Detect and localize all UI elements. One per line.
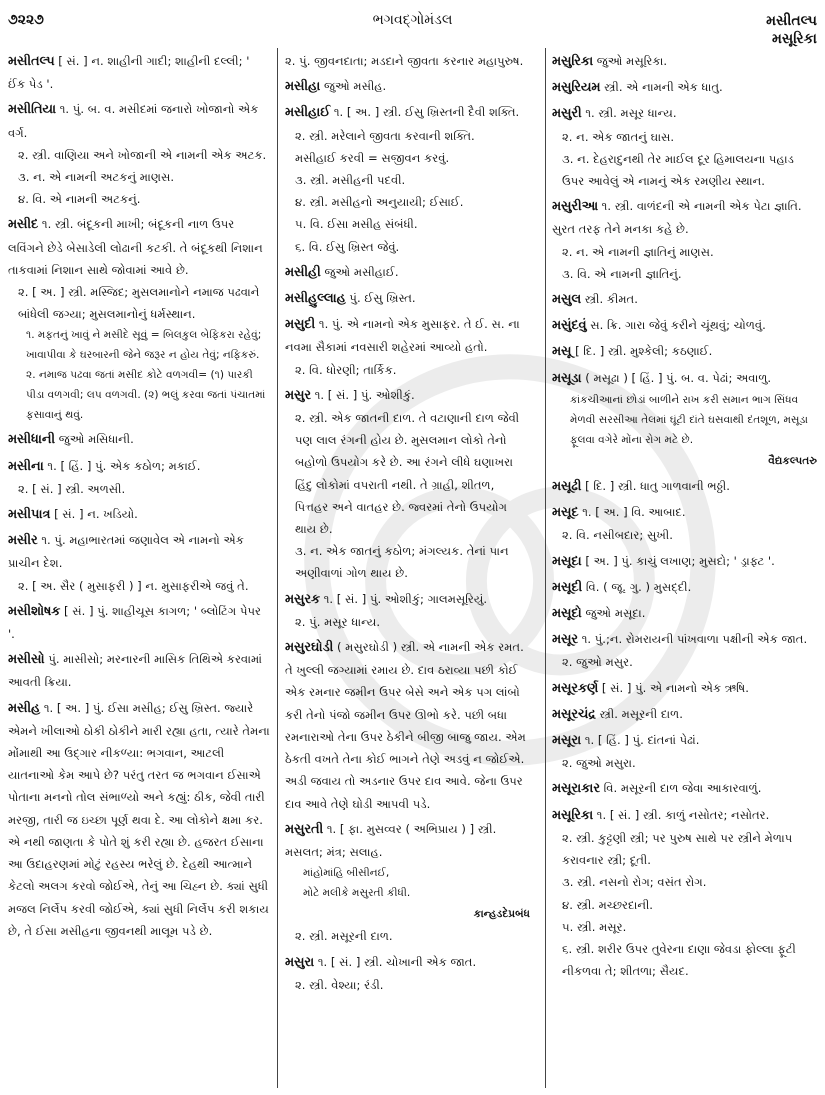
- page-number: ૭૨૨૭: [8, 12, 44, 28]
- definition-text: ૧. [ હિં. ] પું. એક કઠોળ; મકાઈ.: [47, 458, 201, 473]
- dictionary-entry: [285, 951, 530, 996]
- dictionary-entry: [285, 50, 530, 72]
- dictionary-entry: [285, 75, 530, 98]
- entry-definition: [552, 777, 817, 800]
- headword: મસુરતી: [285, 821, 324, 837]
- quote-source: કાન્હડદેપ્રબંધ: [473, 908, 530, 921]
- entry-definition: [552, 475, 817, 498]
- entry-definition: [552, 628, 817, 651]
- dictionary-entry: [285, 261, 530, 284]
- definition-text: ૪. વિ. એ નામની અટકનું.: [18, 192, 141, 207]
- usage-quote: ૧. મફતનું ખાવું ને મસીદે સૂવું = બિલકુલ બેફિકરા રહેવું; ખાવાપીવા કે ઘરબારની જેને જરૂર ન હોય તેવું; નફિકરું.: [26, 329, 262, 362]
- headword: મસુંદવું: [552, 318, 587, 334]
- entry-definition: [8, 503, 270, 526]
- headword: મસૂઢી: [552, 479, 582, 495]
- entry-definition: [552, 102, 817, 125]
- definition-text: ૨. ન. એક જાતનું ઘાસ.: [562, 129, 675, 144]
- definition-text: ૪. સ્ત્રી. મચ્છરદાની.: [562, 897, 653, 912]
- usage-quote: મોટે મલીકે મસુરતી કીધી.: [303, 887, 411, 900]
- dictionary-entry: [285, 588, 530, 633]
- entry-definition: [8, 50, 270, 95]
- usage-quote: માંહોમાંહિ બીસીનઈ,: [303, 867, 390, 880]
- definition-text: સ. ક્રિ. ગારા જેવું કરીને ચૂંથવું; ચોળવું.: [590, 318, 766, 333]
- definition-text: [ અ. ] પું. કાચું લખાણ; મુસદો; ' ડ્રાફ્ટ '.: [585, 553, 775, 568]
- entry-definition: [552, 288, 817, 311]
- definition-text: ૨. સ્ત્રી. વેશ્યા; રંડી.: [295, 977, 384, 992]
- definition-text: જુઓ મસિધાની.: [58, 432, 134, 447]
- dictionary-entry: [552, 576, 817, 599]
- column-divider: [277, 48, 278, 1088]
- dictionary-entry: [8, 648, 270, 693]
- definition-text: વિ. મસૂરની દાળ જેવા આકારવાળું.: [603, 781, 762, 796]
- definition-text: ૬. વિ. ઈસુ ખ્રિસ્ત જેવું.: [295, 239, 400, 254]
- entry-definition: [285, 384, 530, 407]
- definition-text: ૨. પું. મસૂર ધાન્ય.: [295, 614, 381, 629]
- entry-sense: [285, 974, 530, 996]
- entry-definition: [552, 804, 817, 827]
- definition-text: ૩. ન. એક જાતનું કઠોળ; મંગલ્યક. તેનાં પાન અણીવાળાં ગોળ થાય છે.: [295, 544, 509, 581]
- definition-text: ૩. ન. દેહરાદુનથી તેર માઈલ દૂર હિમાલયના પહાડ ઉપર આવેલું એ નામનું એક રમણીય સ્થાન.: [562, 151, 794, 189]
- entry-sense: [552, 894, 817, 916]
- headword: મસીહાઈ: [285, 105, 331, 121]
- definition-text: ૧. પું. મહાભારતમાં જણાવેલ એ નામનો એક પ્રાચીન દેશ.: [8, 533, 244, 571]
- dictionary-entry: [552, 550, 817, 573]
- headword: મસીર: [8, 533, 38, 549]
- dictionary-entry: [285, 313, 530, 381]
- definition-text: ( મસૂઢા ) [ હિં. ] પું. બ. વ. પેઢાં; અવાળુ.: [585, 370, 772, 385]
- definition-text: જુઓ મસીહ.: [323, 79, 387, 94]
- headword: મસુરિયમ: [552, 80, 601, 96]
- definition-text: ૩. સ્ત્રી. નસનો રોગ; વસંત રોગ.: [562, 875, 707, 890]
- headword: મસૂદા: [552, 553, 582, 569]
- definition-text: ૧. પું. બ. વ. મસીદમાં જનારો ખોજાનો એક વર્ગ.: [8, 102, 259, 140]
- dictionary-entry: [552, 367, 817, 472]
- entry-sense: [552, 651, 817, 673]
- column-divider: [545, 48, 546, 1088]
- quote-source: વૈદ્યકલ્પતરુ: [768, 454, 817, 467]
- headword: મસીહુલ્લાહ: [285, 291, 346, 307]
- entry-sense: [285, 213, 530, 235]
- definition-text: ૧. [ ફા. મુસવ્વર ( અભિપ્રાય ) ] સ્ત્રી. મસલત; મંત્ર; સલાહ.: [285, 821, 497, 859]
- headword: મસુરા: [285, 954, 315, 970]
- column-2: [285, 50, 530, 999]
- definition-text: ૧. [ સં. ] પું. ઓશીકું.: [314, 387, 415, 402]
- definition-text: ૧. [ સં. ] સ્ત્રી. કાળું નસોતર; નસોતર.: [596, 807, 770, 822]
- entry-definition: [8, 98, 270, 143]
- definition-text: [ સં. ] ન. શાહીની ગાદી; શાહીની દલ્લી; ' ઈંક પેડ '.: [8, 54, 250, 92]
- entry-definition: [552, 340, 817, 363]
- headword: મસીસો: [8, 652, 45, 668]
- entry-sense: [285, 236, 530, 258]
- entry-definition: [552, 367, 817, 390]
- definition-text: પું. ઈસુ ખ્રિસ્ત.: [349, 291, 416, 306]
- dictionary-entry: [552, 76, 817, 99]
- definition-text: જુઓ મસૂરિકા.: [596, 54, 668, 68]
- definition-text: ૧. સ્ત્રી. બંદૂકની માખી; બંદૂકની નાળ ઉપર લવિંગને છેડે બેસાડેલી લોઢાની કટકી. તે બંદૂકથી નિશાન તાકવામાં નિશાન સાથે જોવામાં આવે છે.: [8, 217, 263, 277]
- entry-definition: [285, 951, 530, 974]
- headword: મસીશોષક: [8, 603, 61, 619]
- entry-definition: [552, 314, 817, 337]
- headword: મસૂરા: [552, 733, 582, 749]
- entry-definition: [8, 428, 270, 451]
- headword: મસૂ: [552, 344, 572, 360]
- definition-text: મસીહાઈ કરવી = સજીવન કરવું.: [295, 150, 450, 165]
- entry-sense: [552, 263, 817, 285]
- entry-sense: [285, 407, 530, 540]
- headword: મસુદી: [285, 317, 316, 333]
- definition-text: ૩. વિ. એ નામની જ્ઞાતિનું.: [562, 266, 682, 281]
- headword: મસીપાત્ર: [8, 507, 51, 523]
- definition-text: ૧. [ અ. ] સ્ત્રી. ઈસુ ખ્રિસ્તની દૈવી શક્તિ.: [333, 105, 520, 120]
- entry-definition: [552, 195, 817, 240]
- definition-text: ૨. વિ. નસીબદાર; સુખી.: [562, 528, 673, 543]
- headword: મસીહા: [285, 79, 321, 95]
- entry-sense: [285, 147, 530, 169]
- dictionary-entry: [285, 636, 530, 815]
- headword: મસીહી: [285, 264, 321, 280]
- entry-definition: [285, 75, 530, 98]
- entry-sense: [8, 575, 270, 597]
- entry-definition: [552, 602, 817, 625]
- entry-sense: [552, 938, 817, 982]
- definition-text: [ દિ. ] સ્ત્રી. મુશ્કેલી; કઠણાઈ.: [575, 344, 713, 359]
- headword: મસૂડા: [552, 370, 582, 386]
- definition-text: સ્ત્રી. કીમત.: [584, 292, 638, 307]
- headword: મસીહ: [8, 700, 41, 716]
- definition-text: ૨. [ સં. ] સ્ત્રી. અળસી.: [18, 481, 126, 496]
- definition-text: ૫. સ્ત્રી. મસૂર.: [562, 919, 627, 934]
- entry-sense: [285, 540, 530, 584]
- definition-text: ૧. [ સં. ] પું. ઓશીકું; ગાલમસૂરિયું.: [323, 591, 488, 606]
- dictionary-entry: [552, 602, 817, 625]
- entry-definition: [285, 50, 530, 72]
- dictionary-entry: [552, 804, 817, 983]
- headword: મસુરઘોડી: [285, 640, 334, 656]
- usage-quote: કાંકચીઆનાં છોડાં બાળીને રાખ કરી સમાન ભાગ સિંધવ મેળવી સરસીઆ તેલમાં ઘૂંટી દાંતે ઘસવાથી દંતશૂળ, મસૂડા ફૂલવા વગેરે મોંના રોગ મટે છે.: [570, 393, 808, 446]
- definition-text: ૨. વિ. ધોરણી; તાર્કિક.: [295, 362, 397, 377]
- dictionary-entry: [8, 503, 270, 526]
- dictionary-entry: [285, 384, 530, 585]
- definition-text: ૨. સ્ત્રી. મરેલાને જીવતા કરવાની શક્તિ.: [295, 128, 475, 143]
- entry-sense: [552, 241, 817, 263]
- entry-definition: [552, 703, 817, 726]
- entry-sense: [8, 281, 270, 325]
- entry-definition: [552, 550, 817, 573]
- headword: મસૂદો: [552, 606, 582, 622]
- headword: મસુરિકા: [552, 54, 594, 69]
- dictionary-entry: [8, 600, 270, 645]
- definition-text: ૩. ન. એ નામની અટકનું માણસ.: [18, 170, 175, 185]
- dictionary-entry: [8, 697, 270, 942]
- entry-definition: [8, 600, 270, 645]
- definition-text: ૧. [ અ. ] પું. ઈસા મસીહ; ઈસુ ખ્રિસ્ત. જ્યારે એમને ખીલાઓ ઠોકી ઠોકીને મારી રહ્યા હતા, ત્યારે તેમના મોંમાથી આ ઉદ્‌ગાર નીકળ્યા: ભગવાન, આટલી યાતનાઓ કેમ આપે છે? પરંતુ તરત જ ભગવાન ઈસાએ પોતાના મનનો તોલ સંભાળ્યો અને કહ્યું: ઠીક, જેવી તારી મરજી, તારી જ ઇચ્છા પૂર્ણ થવા દે. આ લોકોને ક્ષમા કર. એ નથી જાણતા કે પોતે શું કરી રહ્યા છે. હજરત ઈસાના આ ઉદાહરણમાં મોટું રહસ્ય ભરેલું છે. દેહથી આત્માને કેટલો અલગ કરવો જોઈએ, તેનું આ ચિહ્ન છે. ક્યાં સુધી મજલ નિર્લેપ કરવી જોઈએ, ક્યાં સુધી નિર્લેપ કરી શકાય છે, તે ઈસા મસીહના જીવનથી માલૂમ પડે છે.: [8, 700, 270, 938]
- column-3: [552, 50, 817, 985]
- headword: મસીતિયા: [8, 102, 57, 118]
- definition-text: પું. માસીસો; મરનારની માસિક તિથિએ કરવામાં આવતી ક્રિયા.: [8, 652, 263, 690]
- definition-text: ૩. સ્ત્રી. મસીહની પદવી.: [295, 173, 406, 188]
- dictionary-entry: [552, 729, 817, 774]
- definition-text: [ સં. ] ન. ખડિયો.: [54, 507, 138, 522]
- running-title: ભગવદ્ગોમંડલ: [372, 12, 453, 28]
- definition-text: ૧. [ સં. ] સ્ત્રી. ચોખાની એક જાત.: [317, 954, 477, 969]
- definition-text: ૧. [ હિં. ] પું. દાંતનાં પેઢાં.: [584, 733, 700, 748]
- entry-definition: [285, 588, 530, 611]
- headword: મસુરક: [285, 591, 321, 607]
- dictionary-entry: [552, 777, 817, 800]
- dictionary-entry: [8, 455, 270, 500]
- entry-definition: [552, 677, 817, 700]
- definition-text: ૨. પું. જીવનદાતા; મડદાને જીવતા કરનાર મહાપુરુષ.: [285, 54, 524, 68]
- entry-sense: [552, 148, 817, 192]
- dictionary-entry: [552, 677, 817, 700]
- definition-text: ૨. ન. એ નામની જ્ઞાતિનું માણસ.: [562, 244, 714, 259]
- definition-text: જુઓ મસૂદા.: [585, 606, 646, 621]
- entry-sense: [285, 169, 530, 191]
- definition-text: ૧. પું.;ન. રોમરાયની પાંખવાળા પક્ષીની એક જાત.: [581, 632, 808, 647]
- headword: મસીના: [8, 458, 44, 474]
- dictionary-entry: [285, 287, 530, 310]
- dictionary-entry: [552, 314, 817, 337]
- dictionary-entry: [552, 102, 817, 192]
- definition-text: ૧. [ અ. ] વિ. આબાદ.: [582, 505, 686, 520]
- entry-definition: [552, 50, 817, 73]
- dictionary-entry: [552, 703, 817, 726]
- dictionary-entry: [552, 50, 817, 73]
- entry-definition: [285, 636, 530, 815]
- dictionary-entry: [552, 475, 817, 498]
- definition-text: ૨. [ અ. સૈર ( મુસાફરી ) ] ન. મુસાફરીએ જવું તે.: [18, 578, 249, 593]
- entry-definition: [552, 76, 817, 99]
- dictionary-entry: [8, 98, 270, 210]
- dictionary-entry: [285, 101, 530, 257]
- entry-definition: [8, 529, 270, 574]
- entry-sense: [285, 191, 530, 213]
- dictionary-entry: [552, 628, 817, 673]
- definition-text: જુઓ મસીહાઈ.: [324, 264, 399, 279]
- headword: મસુલ: [552, 292, 582, 308]
- entry-definition: [285, 313, 530, 358]
- entry-definition: [285, 287, 530, 310]
- definition-text: સ્ત્રી. મસૂરની દાળ.: [599, 706, 683, 721]
- definition-text: ૧. સ્ત્રી. મસૂર ધાન્ય.: [585, 106, 677, 121]
- definition-text: [ દિ. ] સ્ત્રી. ધાતુ ગાળવાની ભઠ્ઠી.: [585, 479, 730, 494]
- definition-text: ૨. સ્ત્રી. વાણિયા અને ખોજાની એ નામની એક અટક.: [18, 147, 267, 162]
- entry-definition: [285, 261, 530, 284]
- entry-sense: [552, 871, 817, 893]
- entry-definition: [285, 818, 530, 863]
- dictionary-entry: [552, 501, 817, 546]
- entry-sense: [552, 126, 817, 148]
- entry-sense: ૨. સ્ત્રી. મસૂરની દાળ.: [295, 929, 393, 944]
- dictionary-entry: [8, 213, 270, 425]
- headword: મસુર: [285, 387, 312, 403]
- guide-words: [766, 12, 817, 48]
- headword: મસૂરાકાર: [552, 781, 600, 797]
- dictionary-entry: [552, 340, 817, 363]
- entry-definition: [8, 213, 270, 281]
- entry-definition: [285, 101, 530, 124]
- definition-text: ૨. સ્ત્રી. કુટ્ટણી સ્ત્રી; પર પુરુષ સાથે પર સ્ત્રીને મેળાપ કરાવનાર સ્ત્રી; દૂતી.: [562, 830, 793, 868]
- entry-definition: [8, 455, 270, 478]
- definition-text: [ સં. ] પું. શાહીચૂસ કાગળ; ' બ્લોટિંગ પેપર '.: [8, 603, 261, 642]
- definition-text: ૨. જુઓ મસુર.: [562, 655, 633, 670]
- entry-definition: [8, 697, 270, 942]
- definition-text: ૫. વિ. ઈસા મસીહ સંબંધી.: [295, 217, 418, 232]
- definition-text: ૨. સ્ત્રી. એક જાતની દાળ. તે વટાણાની દાળ જેવી પણ લાલ રંગની હોય છે. મુસલમાન લોકો તેનો બહોળો ઉપયોગ કરે છે. આ રંગને લીધે ઘણાખરા હિંદુ લોકોમાં વપરાતી નથી. તે ગ્રાહી, શીતળ, પિત્તહર અને વાતહર છે. જ્વરમાં તેનો ઉપયોગ થાય છે.: [295, 411, 520, 537]
- entry-definition: [8, 648, 270, 693]
- definition-text: ૨. [ અ. ] સ્ત્રી. મસ્જિદ; મુસલમાનોને નમાજ પઢવાને બાંધેલી જગ્યા; મુસલમાનોનું ધર્મસ્થાન.: [18, 285, 260, 322]
- headword: મસૂરચંદ્ર: [552, 706, 596, 722]
- page-header: [0, 0, 825, 48]
- definition-text: ૧. સ્ત્રી. વાળંદની એ નામની એક પેટા જ્ઞાતિ. સુરત તરફ તેને મનકા કહે છે.: [552, 199, 802, 237]
- dictionary-entry: [285, 818, 530, 948]
- headword: મસૂરકર્ણ: [552, 680, 599, 696]
- guide-word-last: મસૂરિકા: [772, 31, 817, 47]
- headword: મસીતલ્પ: [8, 54, 55, 69]
- entry-definition: [552, 729, 817, 752]
- headword: મસૂદી: [552, 579, 583, 595]
- definition-text: [ સં. ] પું. એ નામનો એક ઋષિ.: [601, 680, 749, 695]
- entry-sense: [8, 478, 270, 500]
- headword: મસૂર: [552, 632, 579, 648]
- column-1: [8, 50, 270, 945]
- definition-text: ૨. જુઓ મસુરા.: [562, 756, 636, 771]
- entry-sense: [552, 524, 817, 546]
- dictionary-entry: [552, 288, 817, 311]
- entry-sense: [285, 359, 530, 381]
- entry-definition: [552, 576, 817, 599]
- guide-word-first: મસીતલ્પ: [766, 13, 817, 29]
- headword: મસુરી: [552, 106, 582, 122]
- usage-quote: ૨. નમાજ પઢવા જતાં મસીદ કોટે વળગવી= (૧) પારકી પીડા વળગવી; લપ વળગવી. (૨) ભલું કરવા જતાં પંચાતમાં ફસાવાનું થવું.: [26, 369, 266, 422]
- headword: મસૂરિકા: [552, 807, 594, 823]
- definition-text: ( મસુરઘોડી ) સ્ત્રી. એ નામની એક રમત. તે ખુલ્લી જગ્યામાં રમાય છે. દાવ ઠરાવ્યા પછી કોઈ એક રમનાર જમીન ઉપર બેસે અને એક પગ લાંબો કરી તેનો પંજો જમીન ઉપર ઊભો કરે. પછી બધા રમનારાઓ તેના ઉપર ઠેકીને બીજી બાજુ જાય. એમ ઠેકતી વખતે તેના કોઈ ભાગને તેણે અડવું ન જોઈએ. અડી જવાય તો અડનાર ઉપર દાવ આવે. જેના ઉપર દાવ આવે તેણે ઘોડી આપવી પડે.: [285, 640, 526, 811]
- headword: મસુરીઆ: [552, 199, 598, 215]
- headword: મસીદ: [8, 217, 39, 233]
- dictionary-entry: [552, 195, 817, 285]
- dictionary-entry: [8, 50, 270, 95]
- headword: મસૂદ: [552, 505, 579, 521]
- definition-text: સ્ત્રી. એ નામની એક ધાતુ.: [604, 80, 723, 95]
- entry-definition: [552, 501, 817, 524]
- entry-sense: [552, 916, 817, 938]
- entry-sense: [552, 827, 817, 871]
- entry-sense: [8, 188, 270, 210]
- entry-sense: [552, 752, 817, 774]
- definition-text: ૬. સ્ત્રી. શરીર ઉપર તુવેરના દાણા જેવડા ફોલ્લા ફૂટી નીકળવા તે; શીતળા; સૈયદ.: [562, 941, 796, 979]
- dictionary-entry: [8, 428, 270, 451]
- definition-text: ૪. સ્ત્રી. મસીહનો અનુયાયી; ઈસાઈ.: [295, 195, 464, 210]
- entry-sense: [285, 125, 530, 147]
- entry-sense: [285, 611, 530, 633]
- definition-text: ૧. પું. એ નામનો એક મુસાફર. તે ઈ. સ. ના નવમા સૈકામાં નવસારી શહેરમાં આવ્યો હતો.: [285, 317, 520, 355]
- entry-sense: [8, 166, 270, 188]
- headword: મસીધાની: [8, 432, 56, 448]
- entry-sense: [8, 144, 270, 166]
- dictionary-entry: [8, 529, 270, 597]
- definition-text: વિ. ( જૂ. ગુ. ) મુસદ્દી.: [585, 579, 692, 594]
